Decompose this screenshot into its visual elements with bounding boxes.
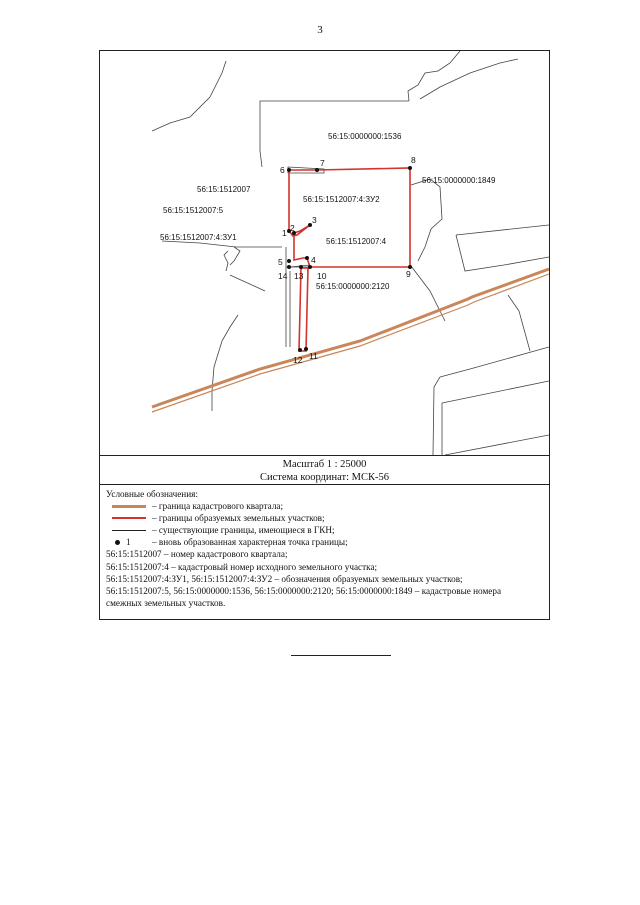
scale-text: Масштаб 1 : 25000 <box>282 459 367 470</box>
coordinate-system: Система координат: МСК-56 <box>259 472 389 483</box>
existing-boundary <box>442 381 549 403</box>
point-symbol-label: 1 <box>126 537 131 548</box>
existing-boundaries <box>152 51 549 455</box>
legend-row-point <box>106 536 546 548</box>
legend-title: Условные обозначения: <box>106 489 198 499</box>
cadastral-map <box>100 51 549 456</box>
legend-row-existing <box>106 524 546 536</box>
point-label-8: 8 <box>411 155 416 165</box>
point-marker <box>287 265 291 269</box>
existing-boundary <box>230 275 265 291</box>
new-parcel-border-symbol <box>112 517 146 519</box>
legend-row-quarter <box>106 500 546 512</box>
legend-adjacent-line2: смежных земельных участков. <box>106 597 226 608</box>
point-label-12: 12 <box>293 355 303 365</box>
footnote-separator <box>291 655 391 656</box>
point-label-13: 13 <box>294 271 304 281</box>
legend-text: – границы образуемых земельных участков; <box>152 513 325 524</box>
existing-boundary <box>445 435 549 455</box>
quarter-border-symbol <box>112 505 146 508</box>
point-marker <box>308 265 312 269</box>
point-marker <box>408 166 412 170</box>
legend-text: – существующие границы, имеющиеся в ГКН; <box>152 525 335 536</box>
existing-boundary <box>433 377 440 455</box>
label-plot-4: 56:15:1512007:4 <box>326 237 387 246</box>
existing-boundary <box>508 295 530 351</box>
existing-boundary <box>420 59 518 99</box>
zu2-border <box>289 168 410 267</box>
point-marker <box>305 256 309 260</box>
label-quarter: 56:15:1512007 <box>197 185 251 194</box>
label-zu2: 56:15:1512007:4:ЗУ2 <box>303 195 380 204</box>
map-svg <box>100 51 549 455</box>
label-plot-2120: 56:15:0000000:2120 <box>316 282 390 291</box>
legend-text: – вновь образованная характерная точка границы; <box>152 537 348 548</box>
point-label-9: 9 <box>406 269 411 279</box>
existing-boundary <box>152 61 226 131</box>
point-label-7: 7 <box>320 158 325 168</box>
page-number: 3 <box>317 24 323 36</box>
point-label-3: 3 <box>312 215 317 225</box>
legend-adjacent-line1: 56:15:1512007:5, 56:15:0000000:1536, 56:15:0000000:2120; 56:15:0000000:1849 – кадастровые номера <box>106 585 502 596</box>
existing-boundary <box>408 51 460 101</box>
label-plot-1536: 56:15:0000000:1536 <box>328 132 402 141</box>
legend-quarter-number: 56:15:1512007 – номер кадастрового квартала; <box>106 549 288 560</box>
legend-new-parcels: 56:15:1512007:4:ЗУ1, 56:15:1512007:4:ЗУ2 – обозначения образуемых земельных участков; <box>106 573 463 584</box>
point-label-11: 11 <box>309 351 318 361</box>
existing-boundary <box>456 235 549 271</box>
legend <box>106 488 546 609</box>
existing-boundary <box>411 266 445 321</box>
existing-boundary <box>230 247 240 265</box>
existing-boundary <box>440 347 549 377</box>
point-label-2: 2 <box>290 223 295 233</box>
characteristic-points <box>287 166 412 352</box>
existing-boundary <box>456 225 549 235</box>
document-frame <box>99 50 550 620</box>
point-marker <box>299 265 303 269</box>
existing-boundary <box>411 179 442 261</box>
dot-icon <box>115 540 120 545</box>
point-marker <box>287 168 291 172</box>
point-label-4: 4 <box>311 255 316 265</box>
existing-boundary <box>224 251 228 271</box>
label-plot-5: 56:15:1512007:5 <box>163 206 224 215</box>
scale-block <box>100 456 549 485</box>
existing-border-symbol <box>112 530 146 531</box>
point-label-14: 14 <box>278 271 288 281</box>
point-symbol <box>112 536 146 548</box>
point-label-5: 5 <box>278 257 283 267</box>
label-plot-1849: 56:15:0000000:1849 <box>422 176 496 185</box>
label-zu1: 56:15:1512007:4:ЗУ1 <box>160 233 237 242</box>
point-label-1: 1 <box>282 228 287 238</box>
point-marker <box>304 347 308 351</box>
legend-source-parcel: 56:15:1512007:4 – кадастровый номер исходного земельного участка; <box>106 561 378 572</box>
legend-row-new-parcel <box>106 512 546 524</box>
point-marker <box>298 348 302 352</box>
point-marker <box>315 168 319 172</box>
point-marker <box>287 259 291 263</box>
legend-text: – граница кадастрового квартала; <box>152 501 284 512</box>
point-label-10: 10 <box>317 271 327 281</box>
point-label-6: 6 <box>280 165 285 175</box>
existing-boundary <box>212 315 238 411</box>
